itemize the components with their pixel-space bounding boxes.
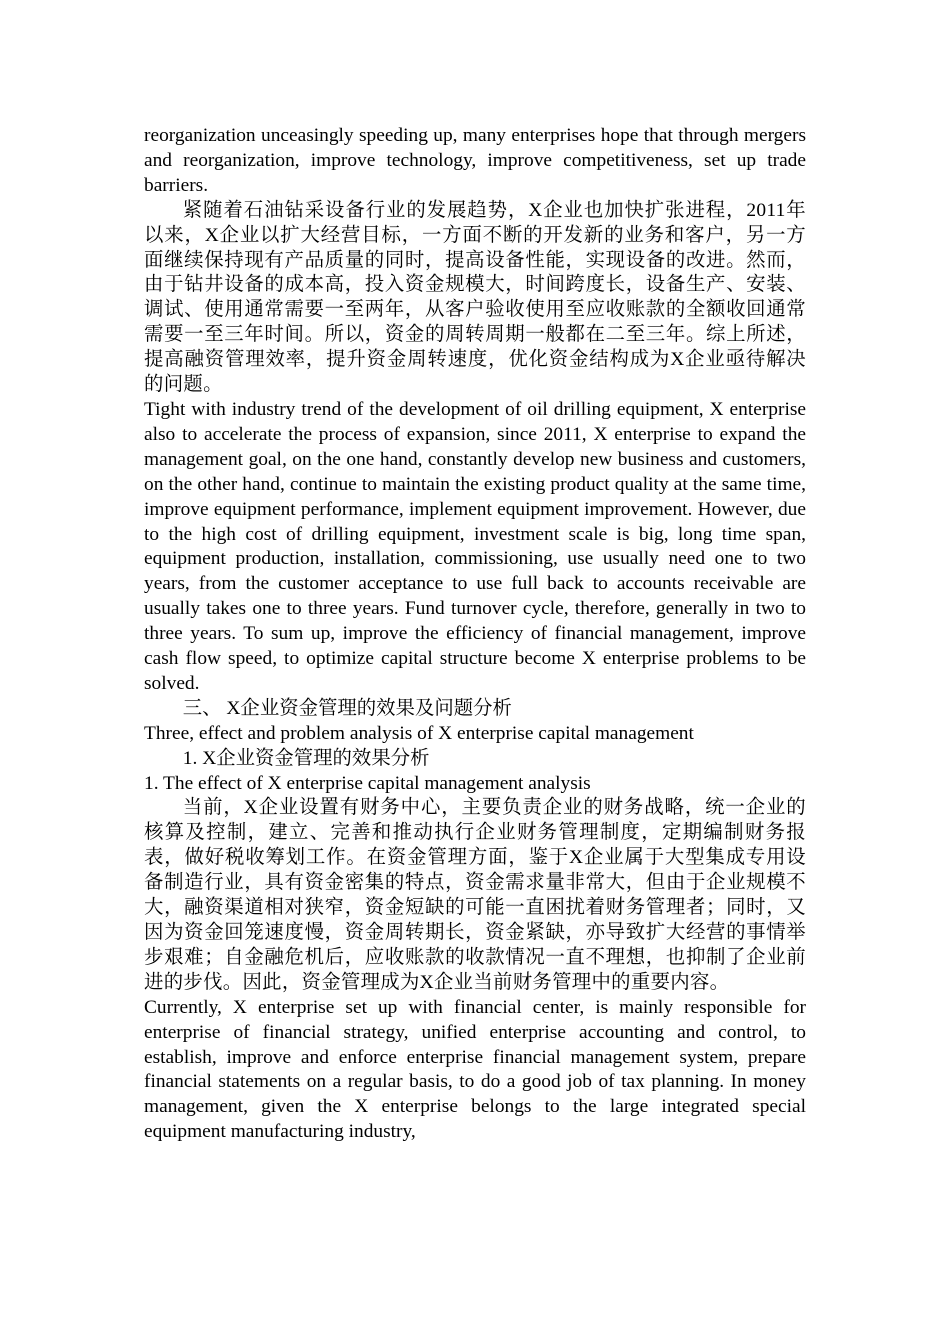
section-heading-en: Three, effect and problem analysis of X enterprise capital management (144, 722, 694, 744)
paragraph-en-financial-center: Currently, X enterprise set up with financial center, is mainly responsible for enterprise of financial strategy, unified enterprise accounting and control, to establish, improve and enforce enterprise financial management system, prepare financial statements on a regular basis, to do a good job of tax planning. In money management, given the X enterprise belongs to the large integrated special equipment manufacturing industry, (144, 996, 806, 1143)
paragraph-zh-financial-center: 当前，X企业设置有财务中心，主要负责企业的财务战略，统一企业的核算及控制，建立、完善和推动执行企业财务管理制度，定期编制财务报表，做好税收筹划工作。在资金管理方面，鉴于X企业属于大型集成专用设备制造行业，具有资金密集的特点，资金需求量非常大，但由于企业规模不大，融资渠道相对狭窄，资金短缺的可能一直困扰着财务管理者；同时，又因为资金回笼速度慢，资金周转期长，资金紧缺，亦导致扩大经营的事情举步艰难；自金融危机后，应收账款的收款情况一直不理想，也抑制了企业前进的步伐。因此，资金管理成为X企业当前财务管理中的重要内容。 (144, 797, 806, 993)
section-heading-zh: 三、 X企业资金管理的效果及问题分析 (182, 697, 512, 719)
paragraph-en-expansion: Tight with industry trend of the development of oil drilling equipment, X enterprise also to accelerate the process of expansion, since 2011, X enterprise to expand the management goal, on the one hand, constantly develop new business and customers, on the other hand, continue to maintain the existing product quality at the same time, improve equipment performance, implement equipment improvement. However, due to the high cost of drilling equipment, investment scale is big, long time span, equipment production, installation, commissioning, use usually need one to two years, from the customer acceptance to use full back to accounts receivable are usually takes one to three years. Fund turnover cycle, therefore, generally in two to three years. To sum up, improve the efficiency of financial management, improve cash flow speed, to optimize capital structure become X enterprise problems to be solved. (144, 398, 806, 694)
subsection-heading-zh: 1. X企业资金管理的效果分析 (182, 747, 430, 769)
subsection-heading-en: 1. The effect of X enterprise capital management analysis (144, 772, 591, 794)
paragraph-zh-expansion: 紧随着石油钻采设备行业的发展趋势，X企业也加快扩张进程，2011年以来，X企业以扩大经营目标，一方面不断的开发新的业务和客户，另一方面继续保持现有产品质量的同时，提高设备性能，实现设备的改进。然而，由于钻井设备的成本高，投入资金规模大，时间跨度长，设备生产、安装、调试、使用通常需要一至两年，从客户验收使用至应收账款的全额收回通常需要一至三年时间。所以，资金的周转周期一般都在二至三年。综上所述，提高融资管理效率，提升资金周转速度，优化资金结构成为X企业亟待解决的问题。 (144, 199, 806, 396)
paragraph-en-continuation: reorganization unceasingly speeding up, many enterprises hope that through mergers and reorganization, improve technology, improve competitiveness, set up trade barriers. (144, 125, 806, 196)
document-page (144, 124, 806, 1145)
